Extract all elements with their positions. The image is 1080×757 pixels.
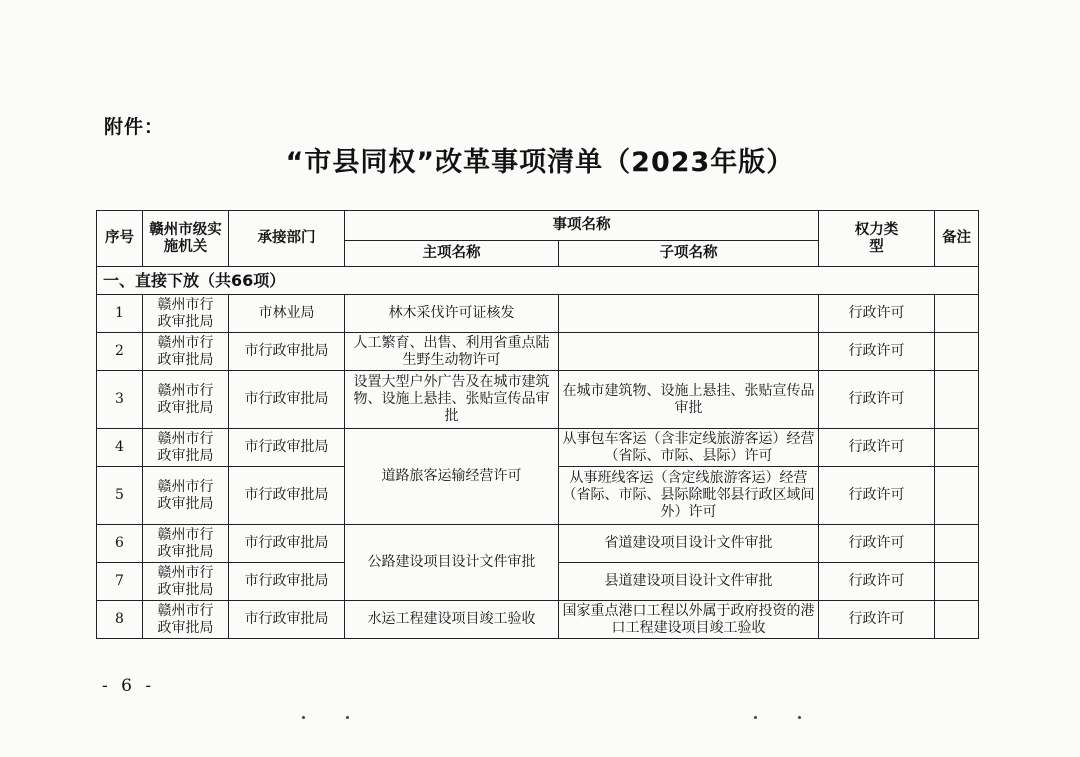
cell-dept: 市林业局 — [229, 295, 345, 333]
cell-seq: 5 — [97, 467, 143, 525]
cell-main-item: 道路旅客运输经营许可 — [345, 429, 559, 525]
cell-power-type: 行政许可 — [819, 333, 935, 371]
cell-agency: 赣州市行政审批局 — [143, 601, 229, 639]
cell-sub-item: 在城市建筑物、设施上悬挂、张贴宣传品审批 — [559, 371, 819, 429]
cell-power-type: 行政许可 — [819, 563, 935, 601]
cell-remark — [935, 467, 979, 525]
cell-seq: 2 — [97, 333, 143, 371]
cell-remark — [935, 371, 979, 429]
cell-main-item: 人工繁育、出售、利用省重点陆生野生动物许可 — [345, 333, 559, 371]
cell-remark — [935, 601, 979, 639]
header-item-name-group: 事项名称 — [345, 211, 819, 241]
cell-dept: 市行政审批局 — [229, 467, 345, 525]
cell-agency: 赣州市行政审批局 — [143, 295, 229, 333]
cell-agency: 赣州市行政审批局 — [143, 563, 229, 601]
header-power-type: 权力类型 — [819, 211, 935, 267]
cell-sub-item — [559, 295, 819, 333]
cell-remark — [935, 295, 979, 333]
cell-agency: 赣州市行政审批局 — [143, 333, 229, 371]
cell-seq: 3 — [97, 371, 143, 429]
document-title: “市县同权”改革事项清单（2023年版） — [285, 147, 795, 178]
cell-remark — [935, 333, 979, 371]
scan-speck — [346, 716, 349, 719]
page-number: - 6 - — [102, 676, 156, 696]
cell-main-item: 公路建设项目设计文件审批 — [345, 525, 559, 601]
cell-dept: 市行政审批局 — [229, 563, 345, 601]
table-row — [97, 333, 979, 371]
header-remarks: 备注 — [935, 211, 979, 267]
cell-dept: 市行政审批局 — [229, 429, 345, 467]
cell-remark — [935, 429, 979, 467]
cell-sub-item: 国家重点港口工程以外属于政府投资的港口工程建设项目竣工验收 — [559, 601, 819, 639]
header-row-1 — [97, 211, 979, 241]
table-row — [97, 525, 979, 563]
cell-power-type: 行政许可 — [819, 467, 935, 525]
cell-seq: 8 — [97, 601, 143, 639]
section-row — [97, 267, 979, 295]
cell-agency: 赣州市行政审批局 — [143, 429, 229, 467]
table-row — [97, 601, 979, 639]
cell-power-type: 行政许可 — [819, 429, 935, 467]
cell-power-type: 行政许可 — [819, 295, 935, 333]
cell-main-item: 林木采伐许可证核发 — [345, 295, 559, 333]
cell-sub-item — [559, 333, 819, 371]
table-row — [97, 371, 979, 429]
cell-seq: 4 — [97, 429, 143, 467]
cell-agency: 赣州市行政审批局 — [143, 371, 229, 429]
cell-sub-item: 县道建设项目设计文件审批 — [559, 563, 819, 601]
header-sub-item: 子项名称 — [559, 241, 819, 267]
cell-dept: 市行政审批局 — [229, 371, 345, 429]
section-title: 一、直接下放（共66项） — [97, 267, 979, 295]
header-main-item: 主项名称 — [345, 241, 559, 267]
cell-dept: 市行政审批局 — [229, 525, 345, 563]
cell-agency: 赣州市行政审批局 — [143, 467, 229, 525]
cell-sub-item: 从事包车客运（含非定线旅游客运）经营（省际、市际、县际）许可 — [559, 429, 819, 467]
cell-power-type: 行政许可 — [819, 371, 935, 429]
cell-power-type: 行政许可 — [819, 525, 935, 563]
cell-dept: 市行政审批局 — [229, 333, 345, 371]
cell-seq: 7 — [97, 563, 143, 601]
cell-seq: 6 — [97, 525, 143, 563]
cell-remark — [935, 525, 979, 563]
header-agency: 赣州市级实施机关 — [143, 211, 229, 267]
attachment-label: 附件： — [104, 116, 165, 138]
table-row — [97, 295, 979, 333]
scan-speck — [302, 716, 305, 719]
cell-power-type: 行政许可 — [819, 601, 935, 639]
header-seq: 序号 — [97, 211, 143, 267]
scan-speck — [754, 716, 757, 719]
cell-main-item: 水运工程建设项目竣工验收 — [345, 601, 559, 639]
cell-dept: 市行政审批局 — [229, 601, 345, 639]
table-row — [97, 429, 979, 467]
reform-items-table — [96, 210, 979, 639]
cell-main-item: 设置大型户外广告及在城市建筑物、设施上悬挂、张贴宣传品审批 — [345, 371, 559, 429]
scan-speck — [798, 716, 801, 719]
cell-sub-item: 从事班线客运（含定线旅游客运）经营（省际、市际、县际除毗邻县行政区域间外）许可 — [559, 467, 819, 525]
cell-remark — [935, 563, 979, 601]
header-receiving-dept: 承接部门 — [229, 211, 345, 267]
cell-agency: 赣州市行政审批局 — [143, 525, 229, 563]
cell-seq: 1 — [97, 295, 143, 333]
cell-sub-item: 省道建设项目设计文件审批 — [559, 525, 819, 563]
